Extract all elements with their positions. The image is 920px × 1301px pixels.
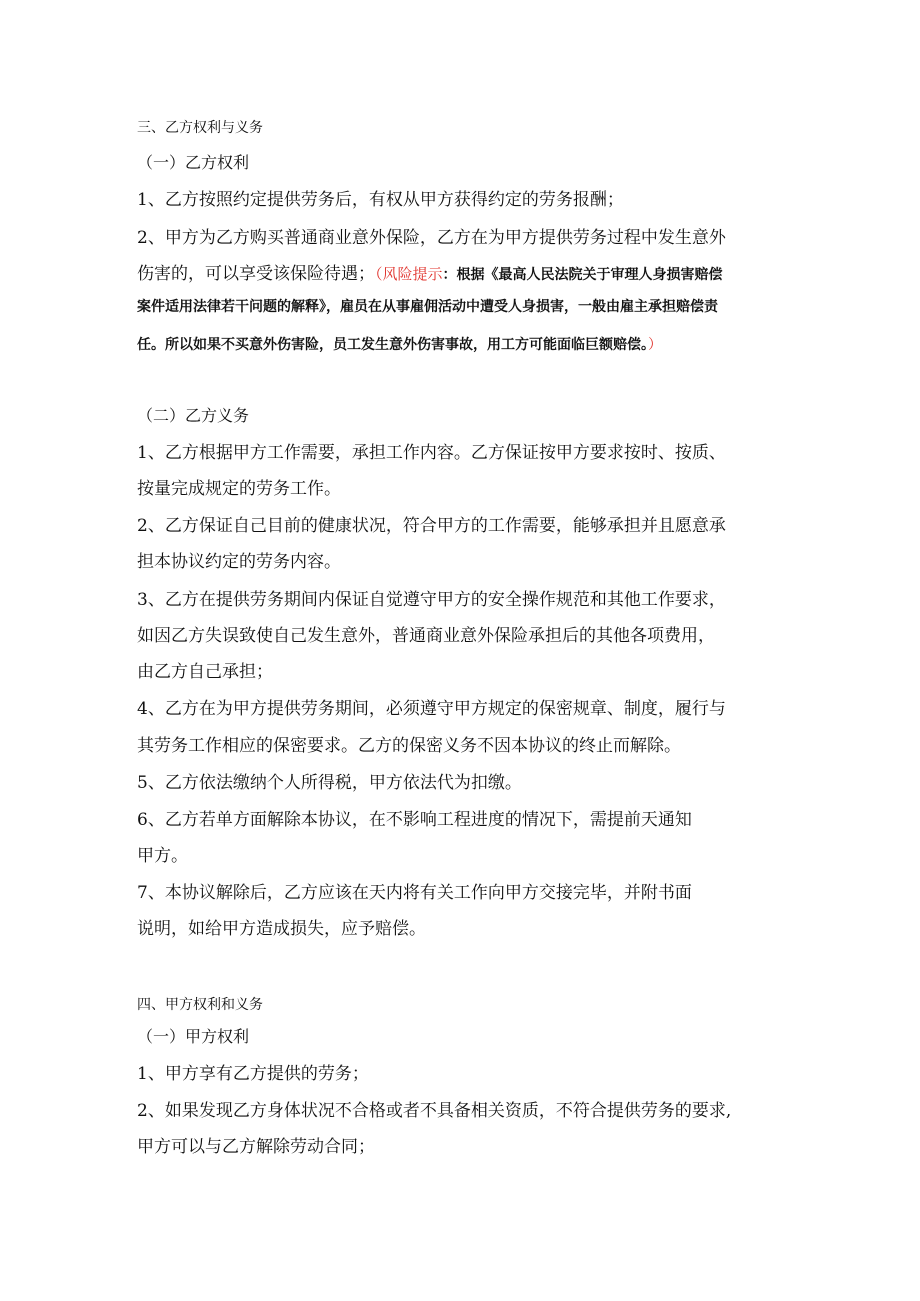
party-b-rights-item-1: 1、乙方按照约定提供劳务后，有权从甲方获得约定的劳务报酬； [137,190,624,210]
risk-note-label: （风险提示 [375,265,443,283]
party-b-duties-item-3-line-1: 3、乙方在提供劳务期间内保证自觉遵守甲方的安全操作规范和其他工作要求， [137,590,726,610]
party-b-duties-item-7-line-2: 说明，如给甲方造成损失，应予赔偿。 [137,919,426,939]
party-b-rights-item-2-line-1: 2、甲方为乙方购买普通商业意外保险，乙方在为甲方提供劳务过程中发生意外 [137,228,726,248]
section-3-heading: 三、乙方权利与义务 [137,120,263,136]
risk-note-close: ） [648,337,662,353]
party-a-rights-item-1: 1、甲方享有乙方提供的劳务； [137,1064,369,1084]
party-b-duties-item-2-line-1: 2、乙方保证自己目前的健康状况，符合甲方的工作需要，能够承担并且愿意承 [137,516,726,536]
party-b-duties-item-1-line-2: 按量完成规定的劳务工作。 [137,479,341,499]
party-b-duties-item-6-line-1: 6、乙方若单方面解除本协议，在不影响工程进度的情况下，需提前天通知 [137,810,692,830]
party-a-rights-item-2-line-1: 2、如果发现乙方身体状况不合格或者不具备相关资质，不符合提供劳务的要求, [137,1101,732,1121]
party-b-duties-item-4-line-1: 4、乙方在为甲方提供劳务期间，必须遵守甲方规定的保密规章、制度，履行与 [137,699,726,719]
party-b-duties-item-7-line-1: 7、本协议解除后，乙方应该在天内将有关工作向甲方交接完毕，并附书面 [137,883,692,903]
party-b-duties-item-6-line-2: 甲方。 [137,846,188,866]
section-4-heading: 四、甲方权利和义务 [137,997,263,1013]
party-a-rights-heading: （一）甲方权利 [137,1027,250,1046]
party-b-rights-item-2-line-2 [137,263,723,286]
party-b-duties-heading: （二）乙方义务 [137,406,250,425]
party-b-rights-heading: （一）乙方权利 [137,153,250,172]
party-b-duties-item-2-line-2: 担本协议约定的劳务内容。 [137,552,341,572]
risk-note-line-3 [137,334,662,356]
risk-note-text-1: ：根据《最高人民法院关于审理人身损害赔偿 [442,267,723,283]
party-b-duties-item-4-line-2: 其劳务工作相应的保密要求。乙方的保密义务不因本协议的终止而解除。 [137,736,681,756]
party-b-duties-item-1-line-1: 1、乙方根据甲方工作需要，承担工作内容。乙方保证按甲方要求按时、按质、 [137,443,726,463]
party-a-rights-item-2-line-2: 甲方可以与乙方解除劳动合同； [137,1137,375,1157]
risk-note-text-3: 任。所以如果不买意外伤害险，员工发生意外伤害事故，用工方可能面临巨额赔偿。 [137,337,648,353]
party-b-duties-item-3-line-2: 如因乙方失误致使自己发生意外，普通商业意外保险承担后的其他各项费用， [137,626,715,646]
party-b-duties-item-3-line-3: 由乙方自己承担； [137,662,273,682]
item-2-text: 伤害的，可以享受该保险待遇； [137,264,375,284]
risk-note-text-2: 案件适用法律若干问题的解释》，雇员在从事雇佣活动中遭受人身损害，一般由雇主承担赔偿责 [137,299,718,315]
party-b-duties-item-5: 5、乙方依法缴纳个人所得税，甲方依法代为扣缴。 [137,773,522,793]
